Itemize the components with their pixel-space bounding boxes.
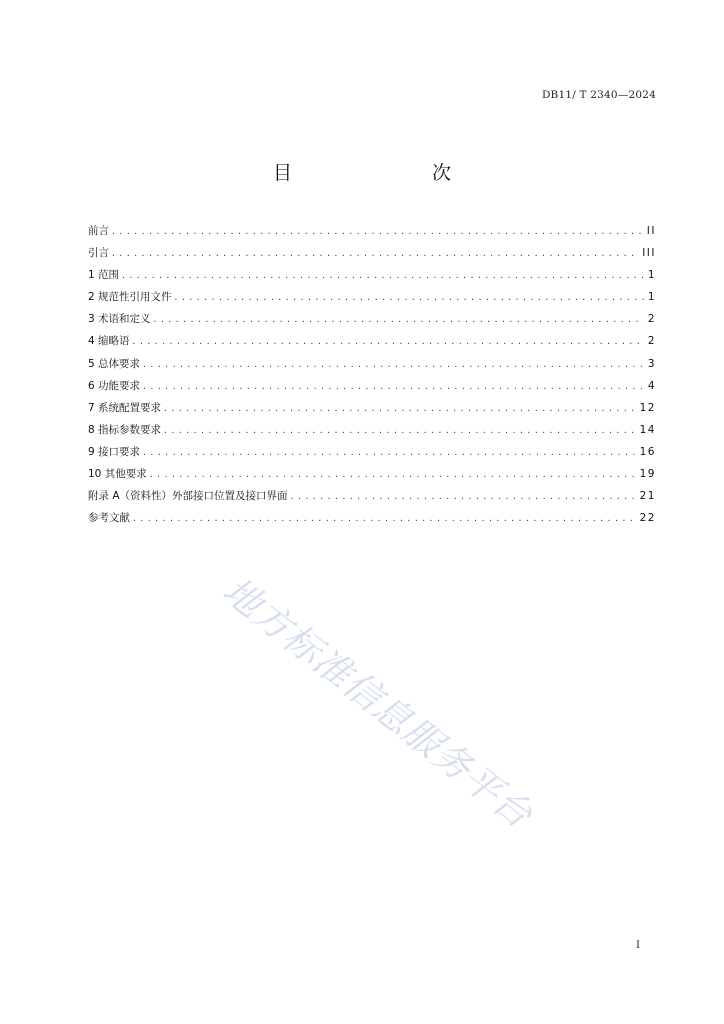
toc-entry-label: 10 其他要求 <box>88 468 147 481</box>
toc-dot-leader <box>163 420 636 442</box>
toc-entry-page: 19 <box>639 468 656 481</box>
toc-dot-leader <box>142 442 636 464</box>
toc-entry[interactable] <box>88 242 656 264</box>
toc-entry-page: 14 <box>639 423 656 436</box>
toc-entry[interactable] <box>88 353 656 375</box>
toc-entry-page: 2 <box>647 335 656 348</box>
toc-dot-leader <box>121 265 644 287</box>
toc-dot-leader <box>163 398 636 420</box>
toc-dot-leader <box>290 486 636 508</box>
toc-entry[interactable] <box>88 441 656 463</box>
table-of-contents <box>88 220 656 529</box>
toc-entry[interactable] <box>88 220 656 242</box>
toc-entry-label: 8 指标参数要求 <box>88 423 162 436</box>
toc-entry[interactable] <box>88 397 656 419</box>
toc-dot-leader <box>142 354 644 376</box>
toc-entry-label: 参考文献 <box>88 512 130 525</box>
watermark: 地方标准信息服务平台 <box>214 568 541 837</box>
toc-entry[interactable] <box>88 419 656 441</box>
standard-code: DB11/ T 2340—2024 <box>541 89 656 101</box>
toc-dot-leader <box>132 331 644 353</box>
toc-entry-page: 3 <box>647 357 656 370</box>
toc-entry[interactable] <box>88 463 656 485</box>
toc-entry[interactable] <box>88 286 656 308</box>
toc-dot-leader <box>111 243 638 265</box>
toc-entry[interactable] <box>88 308 656 330</box>
toc-entry[interactable] <box>88 264 656 286</box>
toc-entry-page: II <box>646 225 656 237</box>
toc-entry-page: 21 <box>639 490 656 503</box>
toc-dot-leader <box>142 376 644 398</box>
toc-entry-page: 2 <box>647 313 656 326</box>
toc-entry-label: 4 缩略语 <box>88 335 130 348</box>
toc-entry-page: 1 <box>647 291 656 304</box>
toc-entry[interactable] <box>88 485 656 507</box>
toc-entry-label: 5 总体要求 <box>88 357 141 370</box>
toc-entry[interactable] <box>88 375 656 397</box>
toc-entry-label: 1 范围 <box>88 269 120 282</box>
toc-entry-page: 1 <box>647 269 656 282</box>
toc-entry-label: 9 接口要求 <box>88 445 141 458</box>
toc-dot-leader <box>174 287 644 309</box>
toc-dot-leader <box>149 464 636 486</box>
toc-entry-label: 2 规范性引用文件 <box>88 291 172 304</box>
toc-entry-page: 22 <box>639 512 656 525</box>
toc-dot-leader <box>111 221 643 243</box>
toc-entry-page: 12 <box>639 401 656 414</box>
toc-entry-label: 3 术语和定义 <box>88 313 151 326</box>
toc-dot-leader <box>132 508 636 530</box>
toc-entry-page: III <box>642 247 656 260</box>
page-number: I <box>636 940 640 951</box>
page-title: 目 次 <box>272 162 485 184</box>
toc-entry[interactable] <box>88 507 656 529</box>
toc-entry-label: 6 功能要求 <box>88 379 141 392</box>
toc-entry-label: 附录 A（资料性）外部接口位置及接口界面 <box>88 490 288 503</box>
toc-entry-label: 前言 <box>88 225 109 237</box>
toc-entry-page: 16 <box>639 445 656 458</box>
toc-entry-label: 7 系统配置要求 <box>88 401 162 414</box>
toc-entry[interactable] <box>88 330 656 352</box>
toc-entry-label: 引言 <box>88 247 109 260</box>
toc-dot-leader <box>153 309 644 331</box>
toc-entry-page: 4 <box>647 379 656 392</box>
